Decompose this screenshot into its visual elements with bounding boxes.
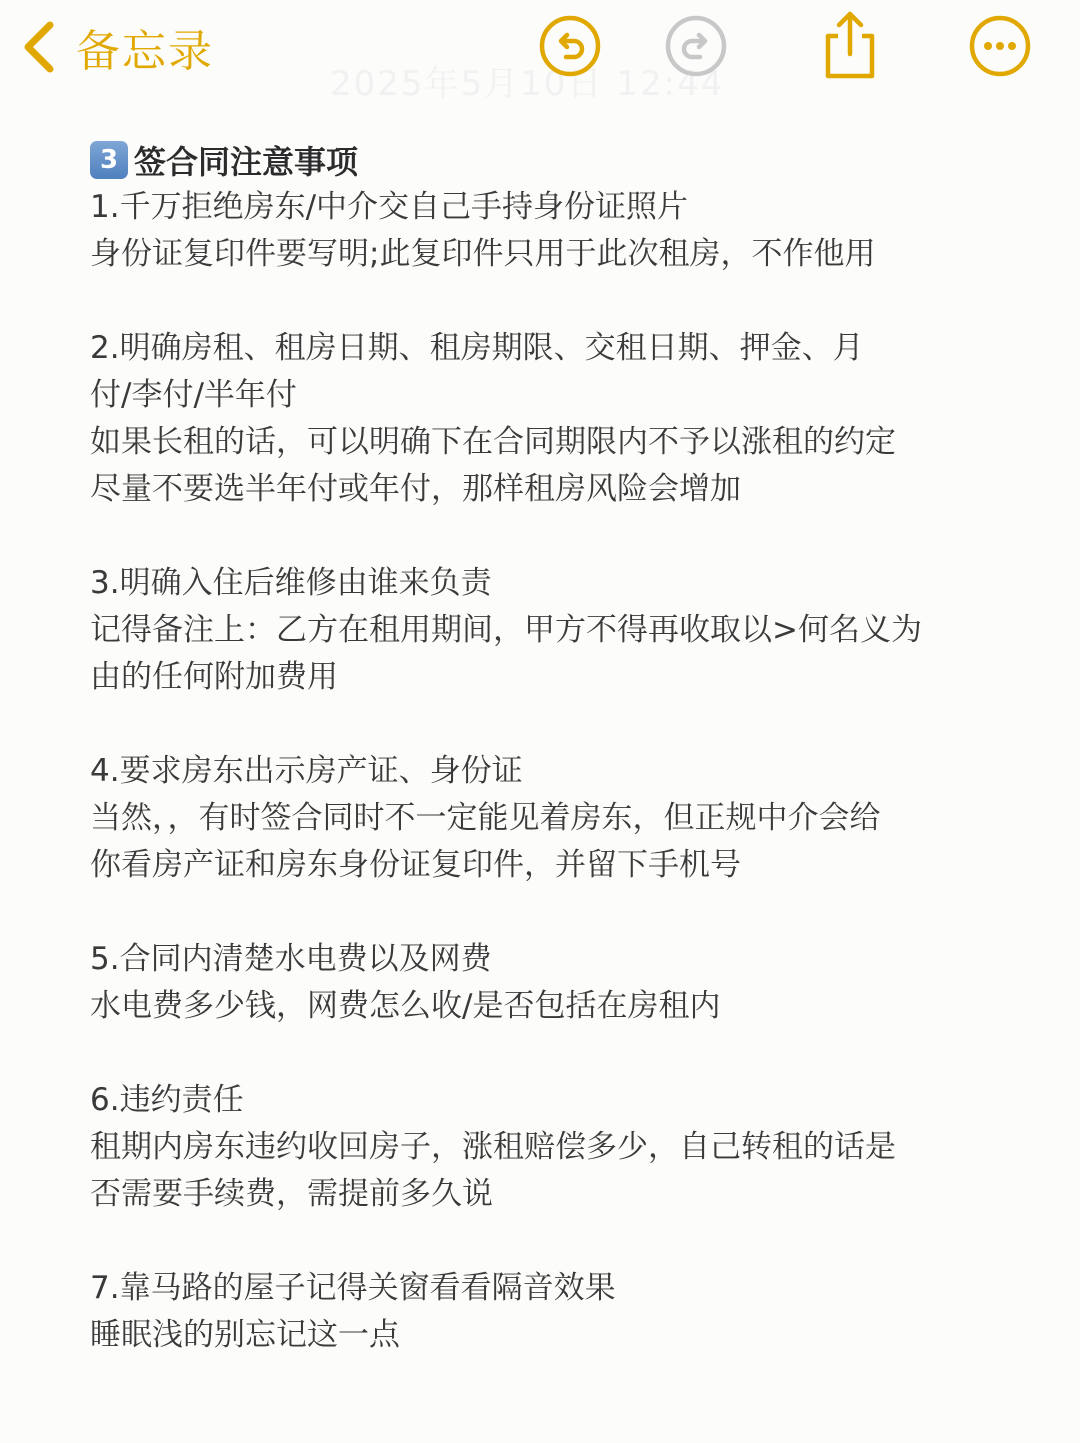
note-section <box>90 325 1040 513</box>
note-line: 尽量不要选半年付或年付，那样租房风险会增加 <box>90 471 741 507</box>
number-badge: 3 <box>90 141 128 179</box>
note-line: 否需要手续费，需提前多久说 <box>90 1176 493 1212</box>
note-line: 由的任何附加费用 <box>90 659 338 695</box>
undo-icon <box>538 14 602 78</box>
section-spacer <box>90 1218 1040 1265</box>
section-title-line: 3.明确入住后维修由谁来负责 <box>90 565 492 601</box>
note-section <box>90 1265 1040 1359</box>
note-date: 2025年5月10日 12:44 <box>330 64 725 104</box>
redo-button[interactable] <box>664 14 728 78</box>
section-spacer <box>90 513 1040 560</box>
back-label: 备忘录 <box>76 26 214 77</box>
section-spacer <box>90 889 1040 936</box>
more-icon <box>968 14 1032 78</box>
redo-icon <box>664 14 728 78</box>
note-line: 当然，，有时签合同时不一定能见着房东，但正规中介会给 <box>90 800 881 836</box>
back-button[interactable] <box>18 14 214 80</box>
section-title-line: 7.靠马路的屋子记得关窗看看隔音效果 <box>90 1270 616 1306</box>
share-button[interactable] <box>818 10 882 80</box>
section-title-line: 5.合同内清楚水电费以及网费 <box>90 941 492 977</box>
undo-button[interactable] <box>538 14 602 78</box>
chevron-left-icon <box>18 19 58 75</box>
section-title-line: 1.千万拒绝房东/中介交自己手持身份证照片 <box>90 189 689 225</box>
note-line: 记得备注上：乙方在租用期间，甲方不得再收取以>何名义为 <box>90 612 922 648</box>
section-title-line: 4.要求房东出示房产证、身份证 <box>90 753 523 789</box>
note-line: 你看房产证和房东身份证复印件，并留下手机号 <box>90 847 741 883</box>
note-section <box>90 936 1040 1030</box>
note-line: 睡眠浅的别忘记这一点 <box>90 1317 400 1353</box>
note-line: 身份证复印件要写明;此复印件只用于此次租房，不作他用 <box>90 236 876 272</box>
note-heading-title: 签合同注意事项 <box>134 143 359 181</box>
navigation-bar <box>0 0 1080 104</box>
note-heading <box>90 136 1040 184</box>
note-section <box>90 184 1040 278</box>
note-line: 租期内房东违约收回房子，涨租赔偿多少，自己转租的话是 <box>90 1129 896 1165</box>
more-button[interactable] <box>968 14 1032 78</box>
section-title-line: 6.违约责任 <box>90 1082 244 1118</box>
note-sections <box>90 184 1040 1359</box>
note-line: 如果长租的话，可以明确下在合同期限内不予以涨租的约定 <box>90 424 896 460</box>
note-body[interactable] <box>90 136 1040 1359</box>
note-section <box>90 748 1040 889</box>
section-spacer <box>90 278 1040 325</box>
section-title-line: 2.明确房租、租房日期、租房期限、交租日期、押金、月 <box>90 330 864 366</box>
note-line: 付/李付/半年付 <box>90 377 297 413</box>
note-section <box>90 560 1040 701</box>
note-section <box>90 1077 1040 1218</box>
section-spacer <box>90 1030 1040 1077</box>
section-spacer <box>90 701 1040 748</box>
note-line: 水电费多少钱，网费怎么收/是否包括在房租内 <box>90 988 721 1024</box>
share-icon <box>818 10 882 80</box>
